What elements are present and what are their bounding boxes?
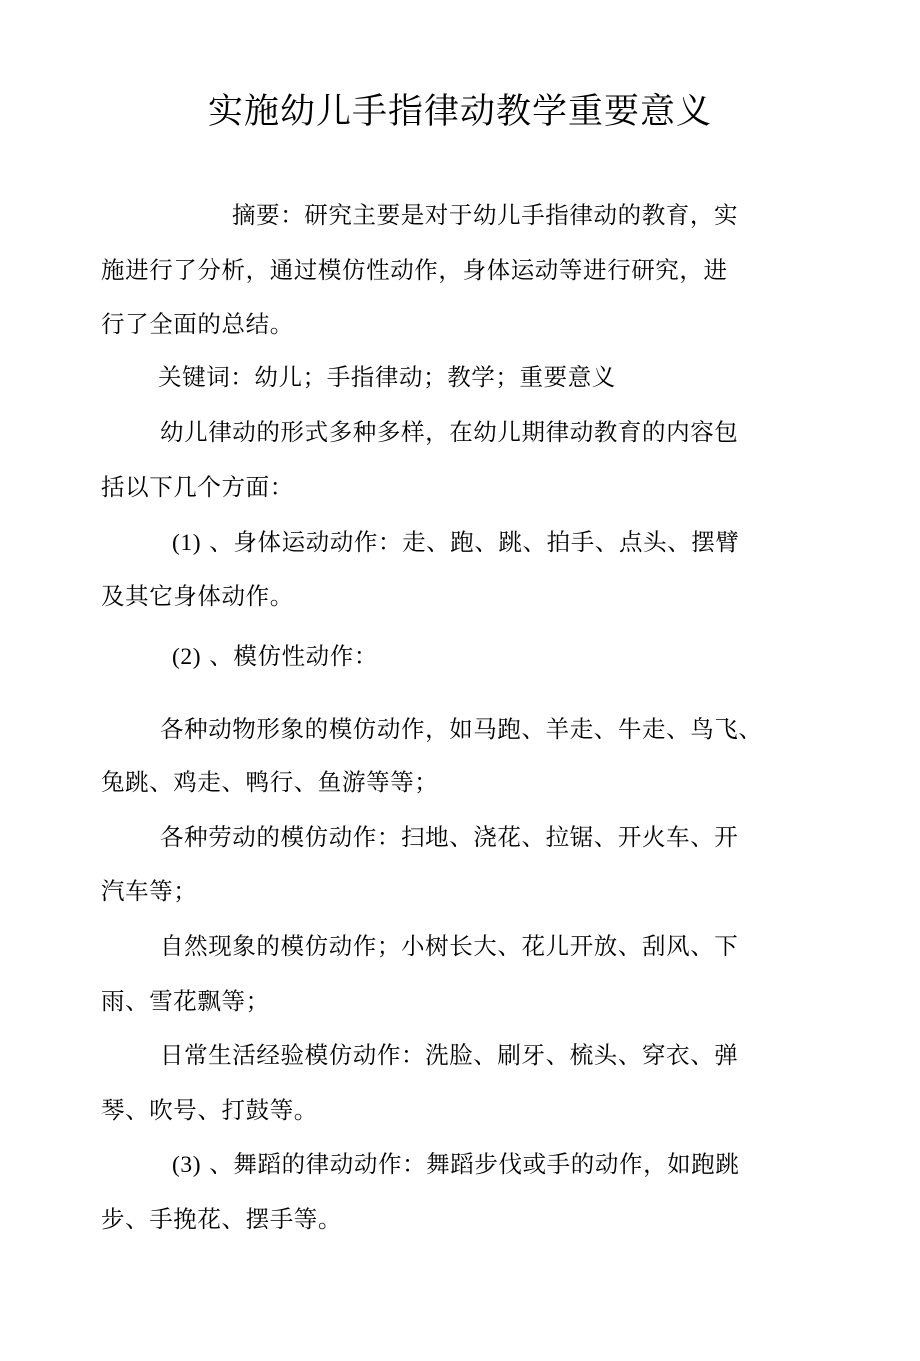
abstract-line-1: 摘要：研究主要是对于幼儿手指律动的教育，实 <box>232 201 739 229</box>
abstract-line-2: 施进行了分析，通过模仿性动作，身体运动等进行研究，进 <box>101 256 728 284</box>
nature-line-2: 雨、雪花飘等； <box>101 987 270 1015</box>
item-1-line-2: 及其它身体动作。 <box>101 582 294 610</box>
item-2-number: (2) <box>172 644 202 670</box>
paragraph-line-1: 幼儿律动的形式多种多样，在幼儿期律动教育的内容包 <box>160 418 739 446</box>
labor-line-1: 各种劳动的模仿动作：扫地、浇花、拉锯、开火车、开 <box>160 823 739 851</box>
item-2-text: 、模仿性动作： <box>209 642 378 670</box>
animal-line-2: 兔跳、鸡走、鸭行、鱼游等等； <box>101 768 439 796</box>
item-2-line <box>172 637 378 671</box>
item-1-text: 、身体运动动作：走、跑、跳、拍手、点头、摆臂 <box>209 528 740 556</box>
nature-line-1: 自然现象的模仿动作；小树长大、花儿开放、刮风、下 <box>160 932 739 960</box>
item-1-line-1 <box>172 523 739 557</box>
item-3-text: 、舞蹈的律动动作：舞蹈步伐或手的动作，如跑跳 <box>209 1150 740 1178</box>
document-title: 实施幼儿手指律动教学重要意义 <box>207 92 712 132</box>
item-3-number: (3) <box>172 1152 202 1178</box>
labor-line-2: 汽车等； <box>101 877 198 905</box>
keywords-line: 关键词：幼儿；手指律动；教学；重要意义 <box>158 363 616 391</box>
item-3-line-1 <box>172 1145 739 1179</box>
daily-line-2: 琴、吹号、打鼓等。 <box>101 1096 318 1124</box>
item-3-line-2: 步、手挽花、摆手等。 <box>101 1205 342 1233</box>
abstract-line-3: 行了全面的总结。 <box>101 310 294 338</box>
daily-line-1: 日常生活经验模仿动作：洗脸、刷牙、梳头、穿衣、弹 <box>160 1041 739 1069</box>
item-1-number: (1) <box>172 530 202 556</box>
paragraph-line-2: 括以下几个方面： <box>101 473 294 501</box>
animal-line-1: 各种动物形象的模仿动作，如马跑、羊走、牛走、鸟飞、 <box>160 715 763 743</box>
